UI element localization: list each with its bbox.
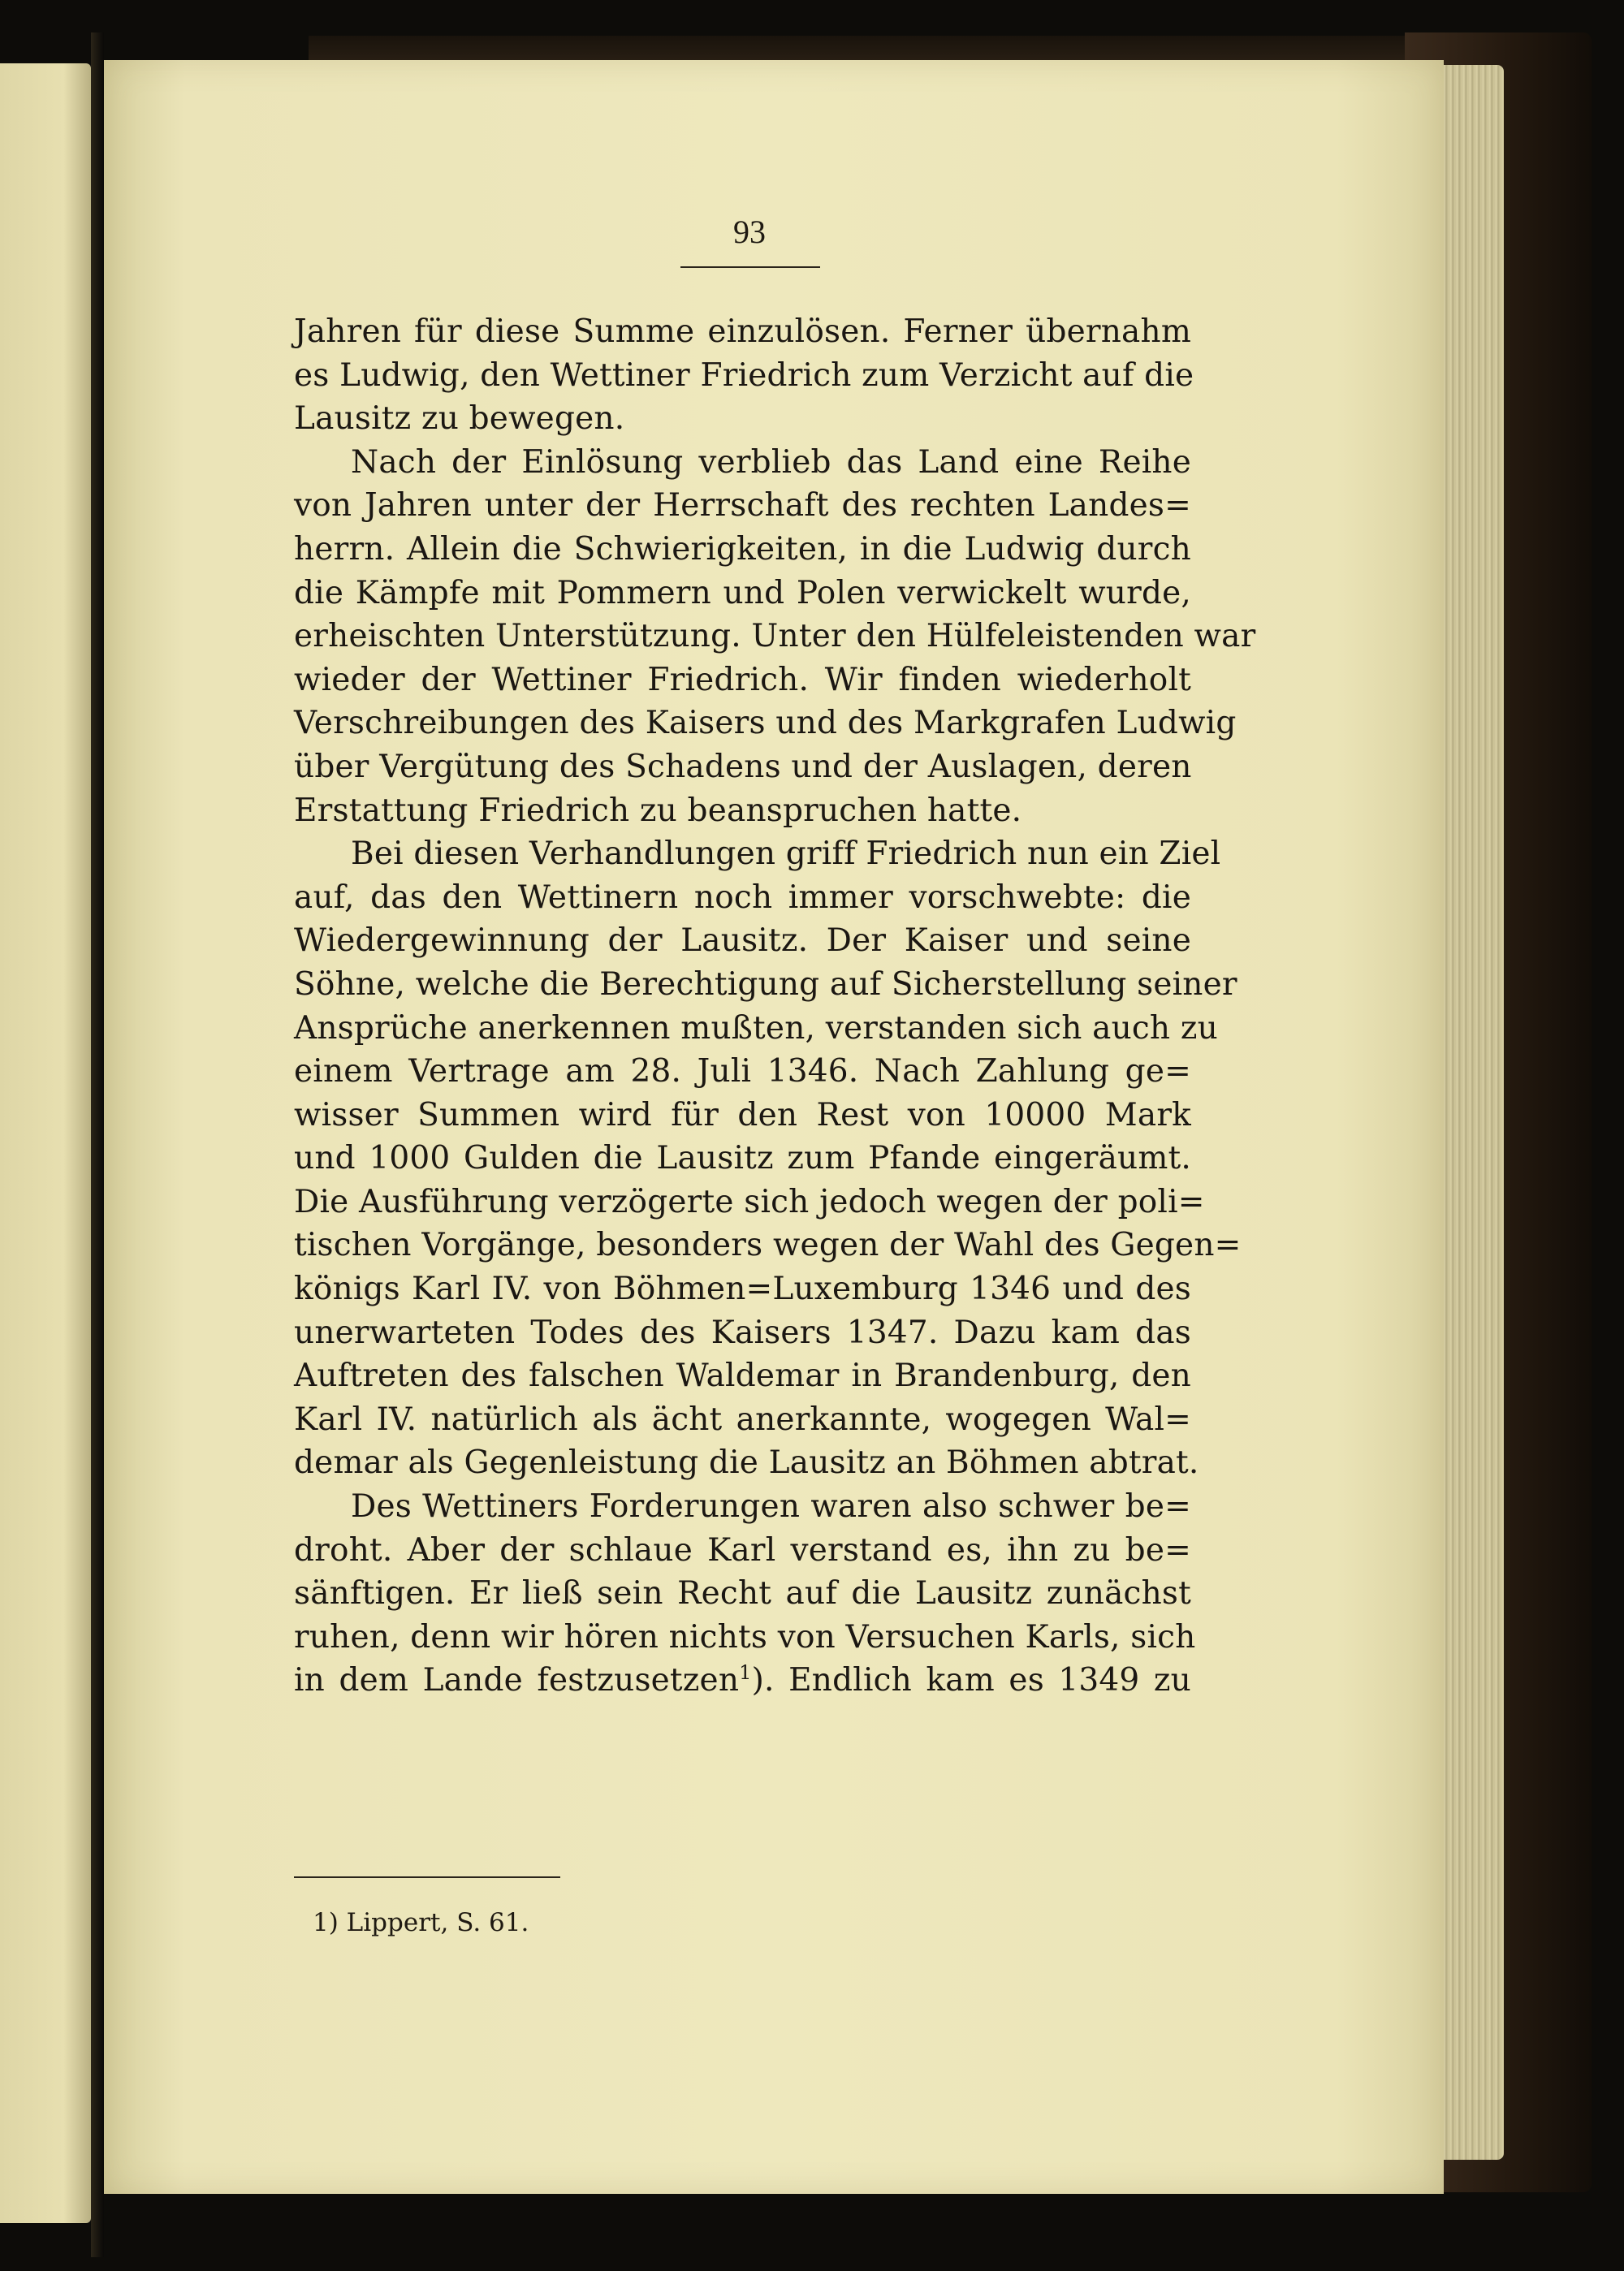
text-line: Die Ausführung verzögerte sich jedoch wegen der poli= bbox=[294, 1183, 1205, 1220]
text-line: es Ludwig, den Wettiner Friedrich zum Verzicht auf die bbox=[294, 356, 1194, 394]
text-line: ruhen, denn wir hören nichts von Versuchen Karls, sich bbox=[294, 1618, 1196, 1656]
text-line: unerwarteten Todes des Kaisers 1347. Dazu kam das bbox=[294, 1314, 1191, 1351]
text-line: Karl IV. natürlich als ächt anerkannte, wogegen Wal= bbox=[294, 1401, 1191, 1438]
text-line: Lausitz zu bewegen. bbox=[294, 400, 625, 438]
text-line: Söhne, welche die Berechtigung auf Sicherstellung seiner bbox=[294, 965, 1237, 1003]
page-number: 93 bbox=[733, 214, 766, 250]
footnote-marker: 1 bbox=[739, 1661, 752, 1685]
text-line: tischen Vorgänge, besonders wegen der Wahl des Gegen= bbox=[294, 1227, 1242, 1264]
page-number-rule bbox=[680, 266, 820, 268]
text-line: wieder der Wettiner Friedrich. Wir finden wiederholt bbox=[294, 661, 1191, 698]
text-line: Wiedergewinnung der Lausitz. Der Kaiser und seine bbox=[294, 922, 1191, 960]
text-line: Verschreibungen des Kaisers und des Markgrafen Ludwig bbox=[294, 705, 1237, 742]
text-line: droht. Aber der schlaue Karl verstand es, ihn zu be= bbox=[294, 1531, 1191, 1569]
text-line: königs Karl IV. von Böhmen=Luxemburg 1346 und des bbox=[294, 1271, 1191, 1308]
text-line: die Kämpfe mit Pommern und Polen verwickelt wurde, bbox=[294, 574, 1191, 611]
text-line: einem Vertrage am 28. Juli 1346. Nach Zahlung ge= bbox=[294, 1053, 1191, 1090]
text-line: sänftigen. Er ließ sein Recht auf die Lausitz zunächst bbox=[294, 1575, 1191, 1613]
text-line: Nach der Einlösung verblieb das Land eine Reihe bbox=[351, 443, 1191, 481]
text-line-last: in dem Lande festzusetzen$^1$). Endlich kam es 1349 zu bbox=[294, 1661, 1191, 1699]
text-line: auf, das den Wettinern noch immer vorschwebte: die bbox=[294, 879, 1191, 916]
text-line: herrn. Allein die Schwierigkeiten, in die Ludwig durch bbox=[294, 530, 1191, 568]
previous-page-edge bbox=[0, 63, 91, 2223]
text-line: Erstattung Friedrich zu beanspruchen hatte. bbox=[294, 792, 1022, 829]
text-line: Bei diesen Verhandlungen griff Friedrich nun ein Ziel bbox=[351, 835, 1221, 873]
text-line: über Vergütung des Schadens und der Auslagen, deren bbox=[294, 748, 1192, 785]
text-line: wisser Summen wird für den Rest von 10000 Mark bbox=[294, 1096, 1191, 1133]
text-line: Jahren für diese Summe einzulösen. Ferner übernahm bbox=[294, 313, 1191, 350]
footnote: 1) Lippert, S. 61. bbox=[313, 1908, 529, 1937]
book-gutter bbox=[91, 32, 104, 2257]
text-line: Ansprüche anerkennen mußten, verstanden sich auch zu bbox=[294, 1009, 1218, 1047]
body-text bbox=[294, 310, 1256, 1703]
text-line: Auftreten des falschen Waldemar in Brandenburg, den bbox=[294, 1358, 1191, 1395]
footnote-rule bbox=[294, 1876, 560, 1878]
text-line: und 1000 Gulden die Lausitz zum Pfande eingeräumt. bbox=[294, 1140, 1191, 1177]
text-line: demar als Gegenleistung die Lausitz an Böhmen abtrat. bbox=[294, 1444, 1199, 1482]
text-line: von Jahren unter der Herrschaft des rechten Landes= bbox=[294, 487, 1191, 525]
text-line: erheischten Unterstützung. Unter den Hülfeleistenden war bbox=[294, 618, 1256, 655]
text-line: Des Wettiners Forderungen waren also schwer be= bbox=[351, 1488, 1191, 1526]
